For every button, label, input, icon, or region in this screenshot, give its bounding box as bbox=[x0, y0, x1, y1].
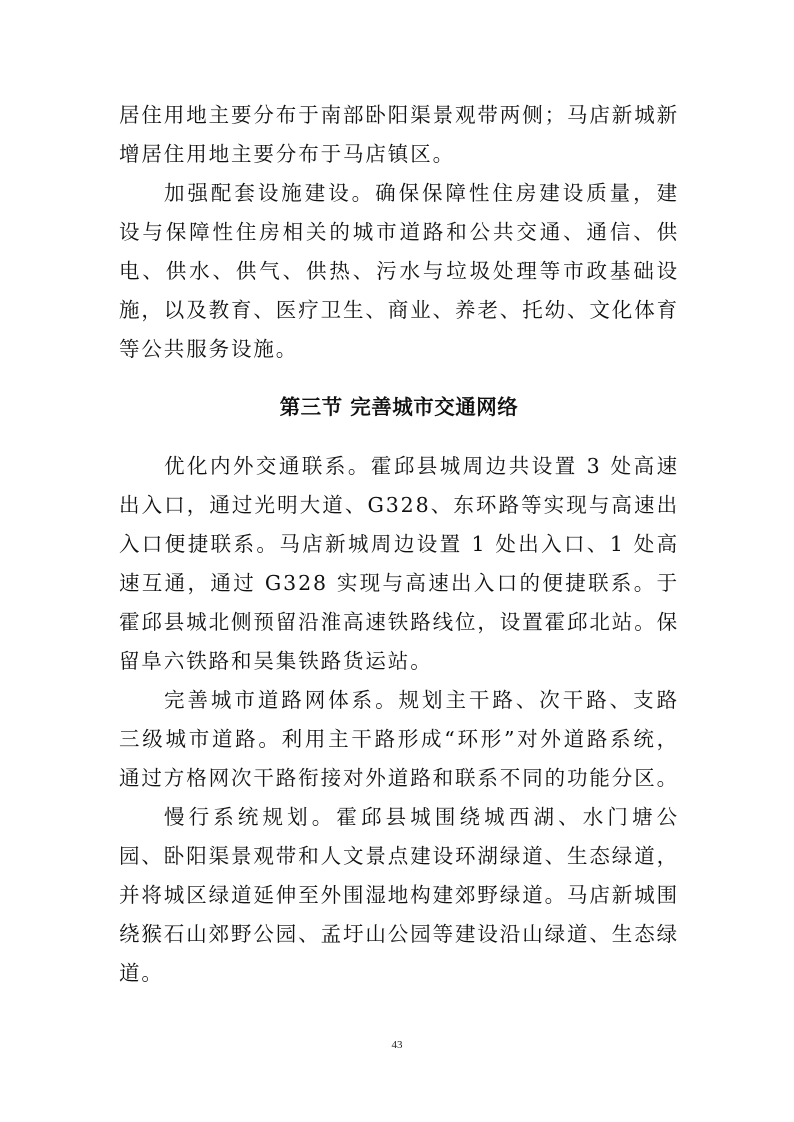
paragraph-residential-land: 居住用地主要分布于南部卧阳渠景观带两侧；马店新城新增居住用地主要分布于马店镇区。 bbox=[119, 103, 679, 166]
paragraph-slow-traffic: 慢行系统规划。霍邱县城围绕城西湖、水门塘公园、卧阳渠景观带和人文景点建设环湖绿道、生态绿道，并将城区绿道延伸至外围湿地构建郊野绿道。马店新城围绕猴石山郊野公园、孟圩山公园等建设沿山绿道、生态绿道。 bbox=[119, 805, 679, 985]
section-heading: 第三节 完善城市交通网络 bbox=[279, 395, 519, 419]
document-body bbox=[119, 96, 679, 993]
page-number: 43 bbox=[391, 1039, 403, 1051]
paragraph-supporting-facilities: 加强配套设施建设。确保保障性住房建设质量，建设与保障性住房相关的城市道路和公共交通、通信、供电、供水、供气、供热、污水与垃圾处理等市政基础设施，以及教育、医疗卫生、商业、养老、托幼、文化体育等公共服务设施。 bbox=[119, 181, 679, 361]
paragraph-external-traffic: 优化内外交通联系。霍邱县城周边共设置 3 处高速出入口，通过光明大道、G328、东环路等实现与高速出入口便捷联系。马店新城周边设置 1 处出入口、1 处高速互通，通过 G328 实现与高速出入口的便捷联系。于霍邱县城北侧预留沿淮高速铁路线位，设置霍邱北站。保留阜六铁路和吴集铁路货运站。 bbox=[119, 454, 679, 673]
paragraph-road-network: 完善城市道路网体系。规划主干路、次干路、支路三级城市道路。利用主干路形成“环形”对外道路系统，通过方格网次干路衔接对外道路和联系不同的功能分区。 bbox=[119, 688, 679, 790]
